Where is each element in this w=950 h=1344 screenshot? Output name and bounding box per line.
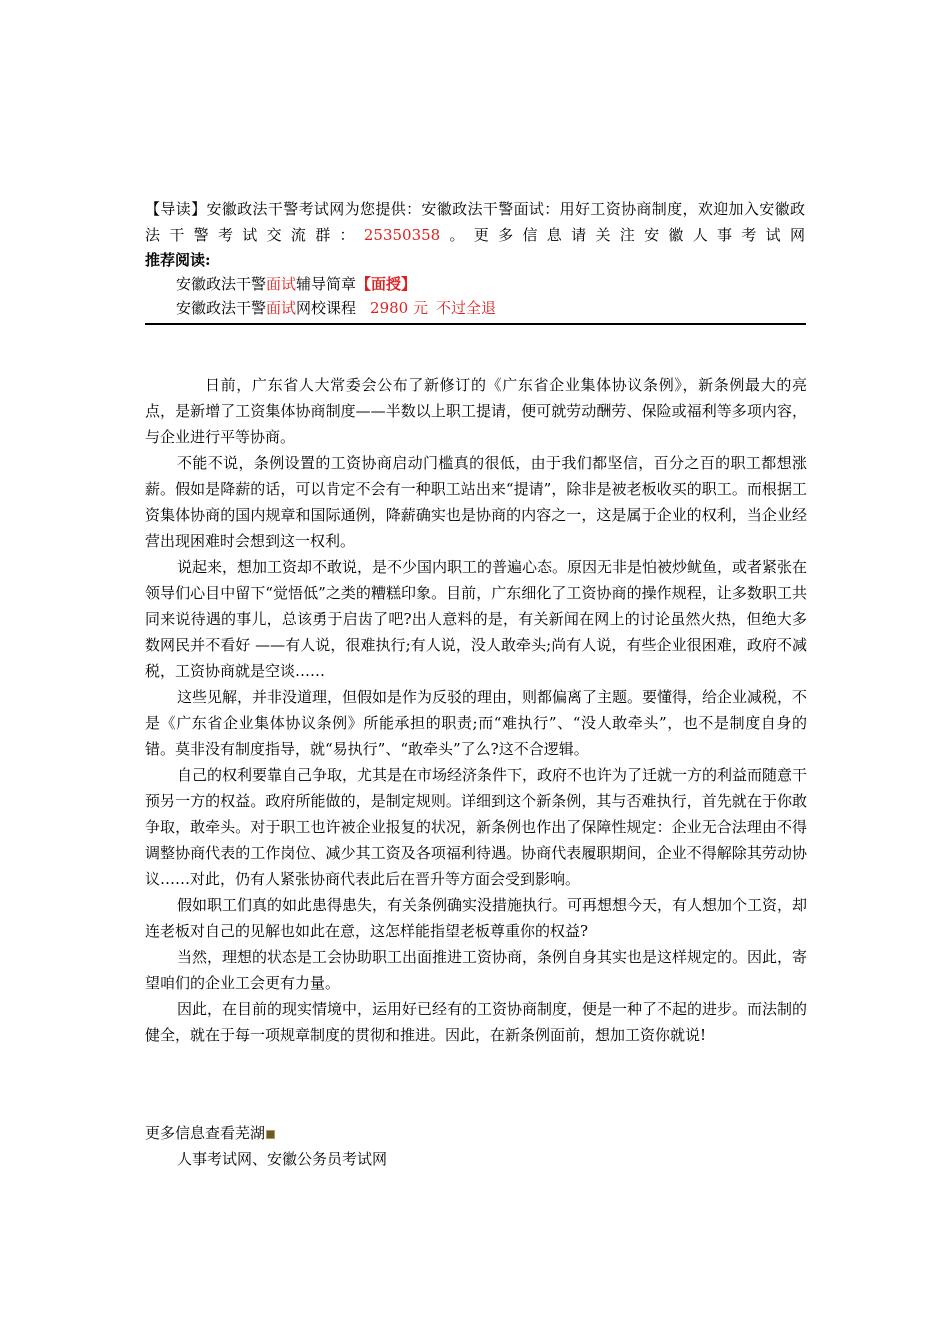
article-paragraph-3: 说起来，想加工资却不敢说，是不少国内职工的普遍心态。原因无非是怕被炒鱿鱼，或者紧张在领导们心目中留下“觉悟低”之类的糟糕印象。目前，广东细化了工资协商的操作规程，让多数职工共同来说待遇的事儿，总该勇于启齿了吧?出人意料的是，有关新闻在网上的讨论虽然火热，但绝大多数网民并不看好 ——有人说，很难执行;有人说，没人敢牵头;尚有人说，有些企业很困难，政府不减税，工资协商就是空谈…… <box>145 558 808 680</box>
recommend-item-2-price[interactable]: 2980 元 <box>370 299 428 317</box>
header-divider <box>145 323 806 325</box>
article-body <box>145 372 807 1048</box>
recommend-item-2-prefix[interactable]: 安徽政法干警 <box>176 299 267 317</box>
recommend-item-2[interactable] <box>145 296 805 320</box>
intro-paragraph <box>145 196 805 248</box>
article-paragraph-6: 假如职工们真的如此患得患失，有关条例确实没措施执行。可再想想今天，有人想加个工资，却连老板对自己的见解也如此在意，这怎样能指望老板尊重你的权益? <box>145 896 808 940</box>
group-number[interactable]: 25350358 <box>363 226 441 244</box>
recommend-item-1-prefix[interactable]: 安徽政法干警 <box>176 275 267 293</box>
recommend-item-1-link[interactable]: 【面授】 <box>356 275 417 293</box>
recommend-title: 推荐阅读: <box>145 251 211 269</box>
recommend-item-2-highlight[interactable]: 面试 <box>266 299 297 317</box>
footer-line-1-text[interactable]: 更多信息查看芜湖 <box>145 1124 266 1142</box>
recommend-item-1-middle[interactable]: 辅导简章 <box>296 275 357 293</box>
intro-tail-text[interactable]: 。更多信息请关注安徽人事考试网 <box>440 226 805 244</box>
intro-lead-bracket: 【导读】 <box>145 200 207 218</box>
article-paragraph-8: 因此，在目前的现实情境中，运用好已经有的工资协商制度，便是一种了不起的进步。而法制的健全，就在于每一项规章制度的贯彻和推进。因此，在新条例面前，想加工资你就说! <box>145 1000 808 1044</box>
article-paragraph-2: 不能不说，条例设置的工资协商启动门槛真的很低，由于我们都坚信，百分之百的职工都想涨薪。假如是降薪的话，可以肯定不会有一种职工站出来“提请”，除非是被老板收买的职工。而根据工资集体协商的国内规章和国际通例，降薪确实也是协商的内容之一，这是属于企业的权利，当企业经营出现困难时会想到这一权利。 <box>145 454 807 550</box>
article-paragraph-4: 这些见解，并非没道理，但假如是作为反驳的理由，则都偏离了主题。要懂得，给企业减税，不是《广东省企业集体协议条例》所能承担的职责;而“难执行”、“没人敢牵头”，也不是制度自身的错。莫非没有制度指导，就“易执行”、“敢牵头”了么?这不合逻辑。 <box>145 688 808 758</box>
recommend-item-2-guarantee[interactable]: 不过全退 <box>436 299 497 317</box>
footer-links <box>145 1120 805 1172</box>
intro-lead-text: 安徽政法干警考试网为您提供：安徽政法干警面试：用好工资协商制度，欢迎加入安徽政法干警考试交流群： <box>145 200 805 244</box>
image-placeholder-icon <box>266 1130 275 1139</box>
recommend-item-2-middle[interactable]: 网校课程 <box>296 299 357 317</box>
footer-line-1[interactable] <box>145 1120 805 1146</box>
article-paragraph-1: 日前，广东省人大常委会公布了新修订的《广东省企业集体协议条例》，新条例最大的亮点，是新增了工资集体协商制度——半数以上职工提请，便可就劳动酬劳、保险或福利等多项内容，与企业进行平等协商。 <box>145 376 807 446</box>
recommend-item-1-highlight[interactable]: 面试 <box>266 275 297 293</box>
article-paragraph-5: 自己的权利要靠自己争取，尤其是在市场经济条件下，政府不也许为了迁就一方的利益而随意干预另一方的权益。政府所能做的，是制定规则。详细到这个新条例，其与否难执行，首先就在于你敢争取，敢牵头。对于职工也许被企业报复的状况，新条例也作出了保障性规定：企业无合法理由不得调整协商代表的工作岗位、减少其工资及各项福利待遇。协商代表履职期间，企业不得解除其劳动协议……对此，仍有人紧张协商代表此后在晋升等方面会受到影响。 <box>145 766 808 888</box>
header-block <box>145 196 805 320</box>
article-paragraph-7: 当然，理想的状态是工会协助职工出面推进工资协商，条例自身其实也是这样规定的。因此，寄望咱们的企业工会更有力量。 <box>145 948 808 992</box>
recommend-item-1[interactable] <box>145 272 805 296</box>
footer-line-2[interactable]: 人事考试网、安徽公务员考试网 <box>177 1150 388 1168</box>
